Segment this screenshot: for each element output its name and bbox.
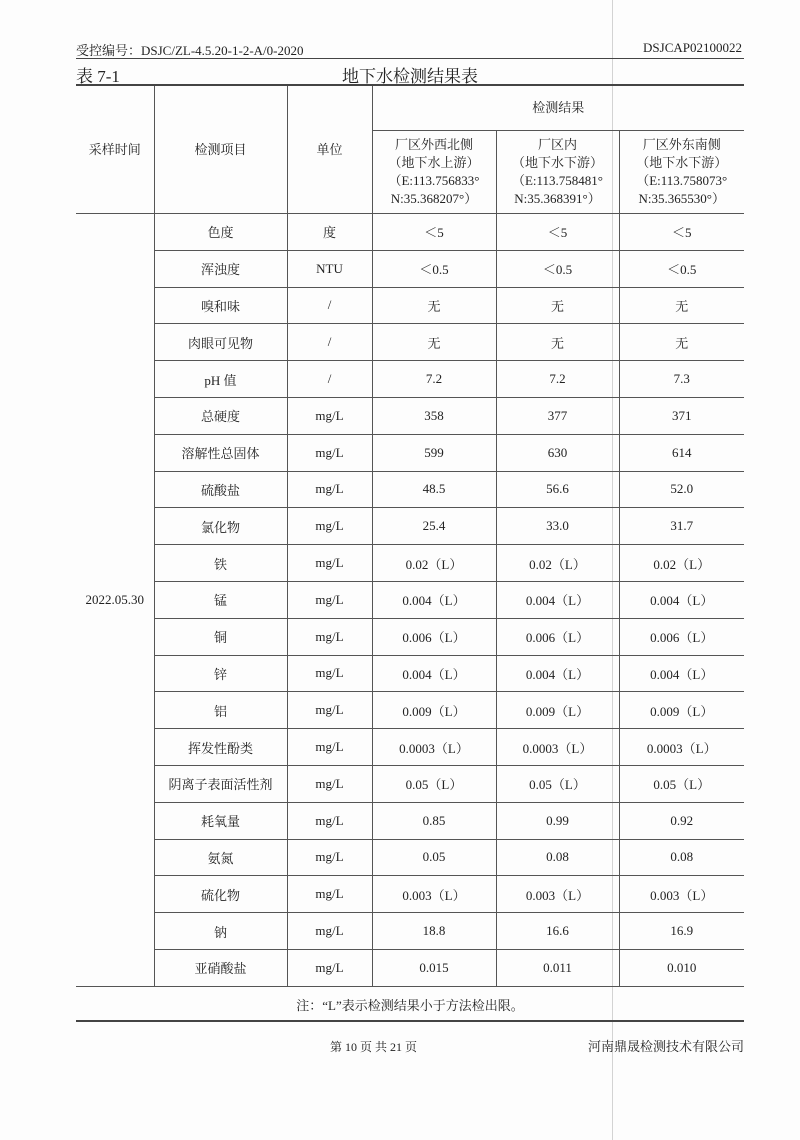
- item-name: 色度: [154, 214, 287, 251]
- result-value: 无: [619, 324, 744, 361]
- site-n: N:35.368207°）: [390, 191, 478, 206]
- item-name: 亚硝酸盐: [154, 949, 287, 986]
- table-row: [76, 913, 744, 950]
- item-name: 硫化物: [154, 876, 287, 913]
- table-title: 地下水检测结果表: [342, 67, 478, 86]
- result-value: 0.02（L）: [372, 545, 496, 582]
- result-value: 0.004（L）: [372, 581, 496, 618]
- table-row: [76, 949, 744, 986]
- result-value: 56.6: [496, 471, 619, 508]
- header-site: [496, 131, 619, 214]
- item-unit: 度: [287, 214, 372, 251]
- item-name: pH 值: [154, 361, 287, 398]
- item-name: 总硬度: [154, 397, 287, 434]
- item-name: 锌: [154, 655, 287, 692]
- item-unit: mg/L: [287, 876, 372, 913]
- site-note: （地下水下游）: [636, 155, 728, 170]
- result-value: ＜5: [372, 214, 496, 251]
- header-results: 检测结果: [372, 85, 744, 131]
- company-name: 河南鼎晟检测技术有限公司: [587, 1039, 744, 1054]
- site-note: （地下水下游）: [511, 155, 603, 170]
- result-value: 0.015: [372, 949, 496, 986]
- table-row: [76, 471, 744, 508]
- item-unit: mg/L: [287, 913, 372, 950]
- result-value: 0.05（L）: [619, 765, 744, 802]
- table-row: [76, 434, 744, 471]
- item-name: 溶解性总固体: [154, 434, 287, 471]
- result-value: 0.85: [372, 802, 496, 839]
- table-row: [76, 839, 744, 876]
- result-value: 7.2: [372, 361, 496, 398]
- item-unit: mg/L: [287, 434, 372, 471]
- result-value: ＜5: [619, 214, 744, 251]
- item-unit: NTU: [287, 250, 372, 287]
- table-row: [76, 765, 744, 802]
- item-unit: mg/L: [287, 692, 372, 729]
- result-value: 0.05（L）: [496, 765, 619, 802]
- site-name: 厂区内: [537, 137, 577, 152]
- result-value: ＜5: [496, 214, 619, 251]
- table-row: [76, 692, 744, 729]
- result-value: 371: [619, 397, 744, 434]
- sample-date: 2022.05.30: [76, 214, 154, 987]
- result-value: 0.009（L）: [619, 692, 744, 729]
- result-value: 0.004（L）: [619, 581, 744, 618]
- table-row: [76, 508, 744, 545]
- item-unit: /: [287, 287, 372, 324]
- result-value: 0.0003（L）: [496, 729, 619, 766]
- result-value: ＜0.5: [496, 250, 619, 287]
- result-value: 7.2: [496, 361, 619, 398]
- control-number: 受控编号：DSJC/ZL-4.5.20-1-2-A/0-2020: [76, 43, 304, 58]
- result-value: 0.006（L）: [496, 618, 619, 655]
- result-value: 0.0003（L）: [372, 729, 496, 766]
- result-value: 0.05（L）: [372, 765, 496, 802]
- result-value: ＜0.5: [619, 250, 744, 287]
- table-note: 注：“L”表示检测结果小于方法检出限。: [296, 998, 524, 1013]
- table-row: [76, 729, 744, 766]
- result-value: 0.009（L）: [496, 692, 619, 729]
- table-row: [76, 876, 744, 913]
- item-name: 耗氧量: [154, 802, 287, 839]
- result-value: 377: [496, 397, 619, 434]
- item-unit: mg/L: [287, 839, 372, 876]
- result-value: 0.02（L）: [496, 545, 619, 582]
- table-row: [76, 802, 744, 839]
- result-value: 630: [496, 434, 619, 471]
- item-unit: mg/L: [287, 508, 372, 545]
- item-name: 锰: [154, 581, 287, 618]
- item-unit: mg/L: [287, 765, 372, 802]
- item-unit: mg/L: [287, 949, 372, 986]
- header-divider: [76, 58, 744, 59]
- result-value: 0.004（L）: [372, 655, 496, 692]
- result-value: 31.7: [619, 508, 744, 545]
- result-value: 无: [496, 324, 619, 361]
- site-e: （E:113.756833°: [388, 173, 480, 188]
- item-name: 阴离子表面活性剂: [154, 765, 287, 802]
- site-e: （E:113.758481°: [511, 173, 604, 188]
- table-row: [76, 287, 744, 324]
- result-value: 无: [496, 287, 619, 324]
- item-name: 氨氮: [154, 839, 287, 876]
- table-row: [76, 655, 744, 692]
- result-value: 0.003（L）: [619, 876, 744, 913]
- result-value: 0.003（L）: [496, 876, 619, 913]
- item-name: 钠: [154, 913, 287, 950]
- result-value: 18.8: [372, 913, 496, 950]
- site-n: N:35.368391°）: [514, 191, 601, 206]
- result-value: 0.006（L）: [372, 618, 496, 655]
- result-value: 52.0: [619, 471, 744, 508]
- result-value: 0.05: [372, 839, 496, 876]
- result-value: 48.5: [372, 471, 496, 508]
- item-name: 浑浊度: [154, 250, 287, 287]
- item-name: 铁: [154, 545, 287, 582]
- result-value: ＜0.5: [372, 250, 496, 287]
- footer-divider: [76, 1020, 744, 1022]
- item-unit: /: [287, 324, 372, 361]
- table-number: 表 7-1: [76, 67, 120, 86]
- table-row: [76, 250, 744, 287]
- table-row: [76, 581, 744, 618]
- result-value: 0.011: [496, 949, 619, 986]
- page-number: 第 10 页 共 21 页: [330, 1040, 418, 1054]
- item-name: 肉眼可见物: [154, 324, 287, 361]
- header-site: [619, 131, 744, 214]
- result-value: 0.003（L）: [372, 876, 496, 913]
- header-site: [372, 131, 496, 214]
- item-name: 氯化物: [154, 508, 287, 545]
- result-value: 0.0003（L）: [619, 729, 744, 766]
- header-unit: 单位: [287, 85, 372, 214]
- result-value: 0.08: [496, 839, 619, 876]
- result-value: 无: [372, 287, 496, 324]
- result-value: 0.010: [619, 949, 744, 986]
- result-value: 0.004（L）: [496, 655, 619, 692]
- item-unit: mg/L: [287, 729, 372, 766]
- result-value: 358: [372, 397, 496, 434]
- item-name: 嗅和味: [154, 287, 287, 324]
- item-unit: mg/L: [287, 802, 372, 839]
- item-name: 铜: [154, 618, 287, 655]
- site-n: N:35.365530°）: [638, 191, 725, 206]
- result-value: 16.6: [496, 913, 619, 950]
- table-row: [76, 361, 744, 398]
- result-value: 25.4: [372, 508, 496, 545]
- result-value: 0.006（L）: [619, 618, 744, 655]
- result-value: 0.92: [619, 802, 744, 839]
- result-value: 0.004（L）: [619, 655, 744, 692]
- site-name: 厂区外西北侧: [394, 137, 473, 152]
- document-code: DSJCAP02100022: [643, 40, 742, 55]
- item-unit: mg/L: [287, 545, 372, 582]
- result-value: 0.004（L）: [496, 581, 619, 618]
- result-value: 无: [372, 324, 496, 361]
- item-name: 铝: [154, 692, 287, 729]
- header-item: 检测项目: [154, 85, 287, 214]
- table-row: [76, 214, 744, 251]
- site-name: 厂区外东南侧: [642, 137, 721, 152]
- results-table: [76, 84, 744, 987]
- result-value: 0.02（L）: [619, 545, 744, 582]
- item-unit: mg/L: [287, 618, 372, 655]
- item-unit: mg/L: [287, 471, 372, 508]
- site-e: （E:113.758073°: [636, 173, 728, 188]
- table-row: [76, 397, 744, 434]
- result-value: 0.009（L）: [372, 692, 496, 729]
- item-name: 硫酸盐: [154, 471, 287, 508]
- result-value: 0.08: [619, 839, 744, 876]
- result-value: 0.99: [496, 802, 619, 839]
- table-row: [76, 324, 744, 361]
- item-unit: mg/L: [287, 397, 372, 434]
- site-note: （地下水上游）: [388, 155, 480, 170]
- result-value: 无: [619, 287, 744, 324]
- header-time: 采样时间: [76, 85, 154, 214]
- result-value: 599: [372, 434, 496, 471]
- item-name: 挥发性酚类: [154, 729, 287, 766]
- result-value: 16.9: [619, 913, 744, 950]
- result-value: 614: [619, 434, 744, 471]
- item-unit: /: [287, 361, 372, 398]
- item-unit: mg/L: [287, 655, 372, 692]
- result-value: 33.0: [496, 508, 619, 545]
- result-value: 7.3: [619, 361, 744, 398]
- table-row: [76, 618, 744, 655]
- table-row: [76, 545, 744, 582]
- item-unit: mg/L: [287, 581, 372, 618]
